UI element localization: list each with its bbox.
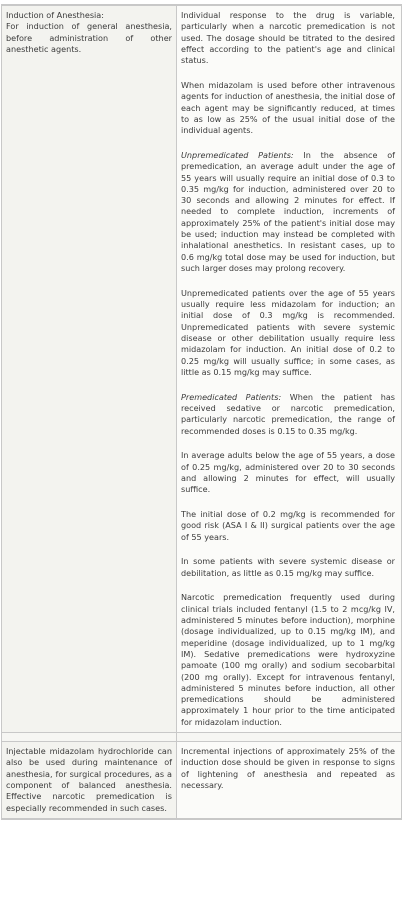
dosage-paragraph: In average adults below the age of 55 years, a dose of 0.25 mg/kg, administered over 20 to 30 seconds and allowing 2 minutes for effect, will usually suffice. (181, 450, 395, 495)
indication-text: For induction of general anesthesia, before administration of other anesthetic agents. (6, 21, 172, 54)
dosage-paragraph: In some patients with severe systemic disease or debilitation, as little as 0.15 mg/kg may suffice. (181, 556, 395, 578)
dosage-document (1, 4, 402, 820)
dosage-paragraph: Individual response to the drug is variable, particularly when a narcotic premedication is not used. The dosage should be titrated to the desired effect according to the patient's age and clinical status. (181, 10, 395, 66)
row-spacer (2, 733, 402, 742)
indication-text: Injectable midazolam hydrochloride can also be used during maintenance of anesthesia, for surgical procedures, as a component of balanced anesthesia. Effective narcotic premedication is especially recommended in such cases. (6, 746, 172, 813)
table-row (2, 6, 402, 733)
dosage-paragraph: Premedicated Patients: When the patient has received sedative or narcotic premedication, particularly narcotic premedication, the range of recommended doses is 0.15 to 0.35 mg/kg. (181, 391, 395, 436)
dosage-paragraph: Incremental injections of approximately 25% of the induction dose should be given in response to signs of lightening of anesthesia and repeated as necessary. (181, 746, 395, 790)
indication-cell (2, 742, 177, 819)
dosage-paragraph: Unpremedicated patients over the age of 55 years usually require less midazolam for induction; an initial dose of 0.3 mg/kg is recommended. Unpremedicated patients with severe systemic disease or other debilitation usually require less midazolam for induction. An initial dose of 0.2 to 0.25 mg/kg will usually suffice; in some cases, as little as 0.15 mg/kg may suffice. (181, 287, 395, 377)
dosage-cell (177, 6, 402, 733)
dosage-cell (177, 742, 402, 819)
dosage-paragraph: When midazolam is used before other intravenous agents for induction of anesthesia, the initial dose of each agent may be significantly reduced, at times to as low as 25% of the usual initial dose of the individual agents. (181, 79, 395, 136)
dosage-paragraph: Unpremedicated Patients: In the absence of premedication, an average adult under the age of 55 years will usually require an initial dose of 0.3 to 0.35 mg/kg for induction, administered over 20 to 30 seconds and allowing 2 minutes for effect. If needed to complete induction, increments of approximately 25% of the patient's initial dose may be used; induction may instead be completed with inhalational anesthetics. In resistant cases, up to 0.6 mg/kg total dose may be used for induction, but such larger doses may prolong recovery. (181, 149, 396, 273)
dosage-table (1, 5, 402, 819)
table-row (2, 742, 402, 819)
indication-cell (2, 6, 177, 733)
dosage-paragraph: Narcotic premedication frequently used during clinical trials included fentanyl (1.5 to 2 mcg/kg IV, administered 5 minutes before induction), morphine (dosage individualized, up to 0.15 mg/kg IM), and meperidine (dosage individualized, up to 1 mg/kg IM). Sedative premedications were hydroxyzine pamoate (100 mg orally) and sodium secobarbital (200 mg orally). Except for intravenous fentanyl, administered 5 minutes before induction, all other premedications should be administered approximately 1 hour prior to the time anticipated for midazolam induction. (181, 592, 395, 727)
dosage-paragraph: The initial dose of 0.2 mg/kg is recommended for good risk (ASA I & II) surgical patients over the age of 55 years. (181, 508, 395, 542)
indication-title: Induction of Anesthesia: (6, 10, 104, 20)
